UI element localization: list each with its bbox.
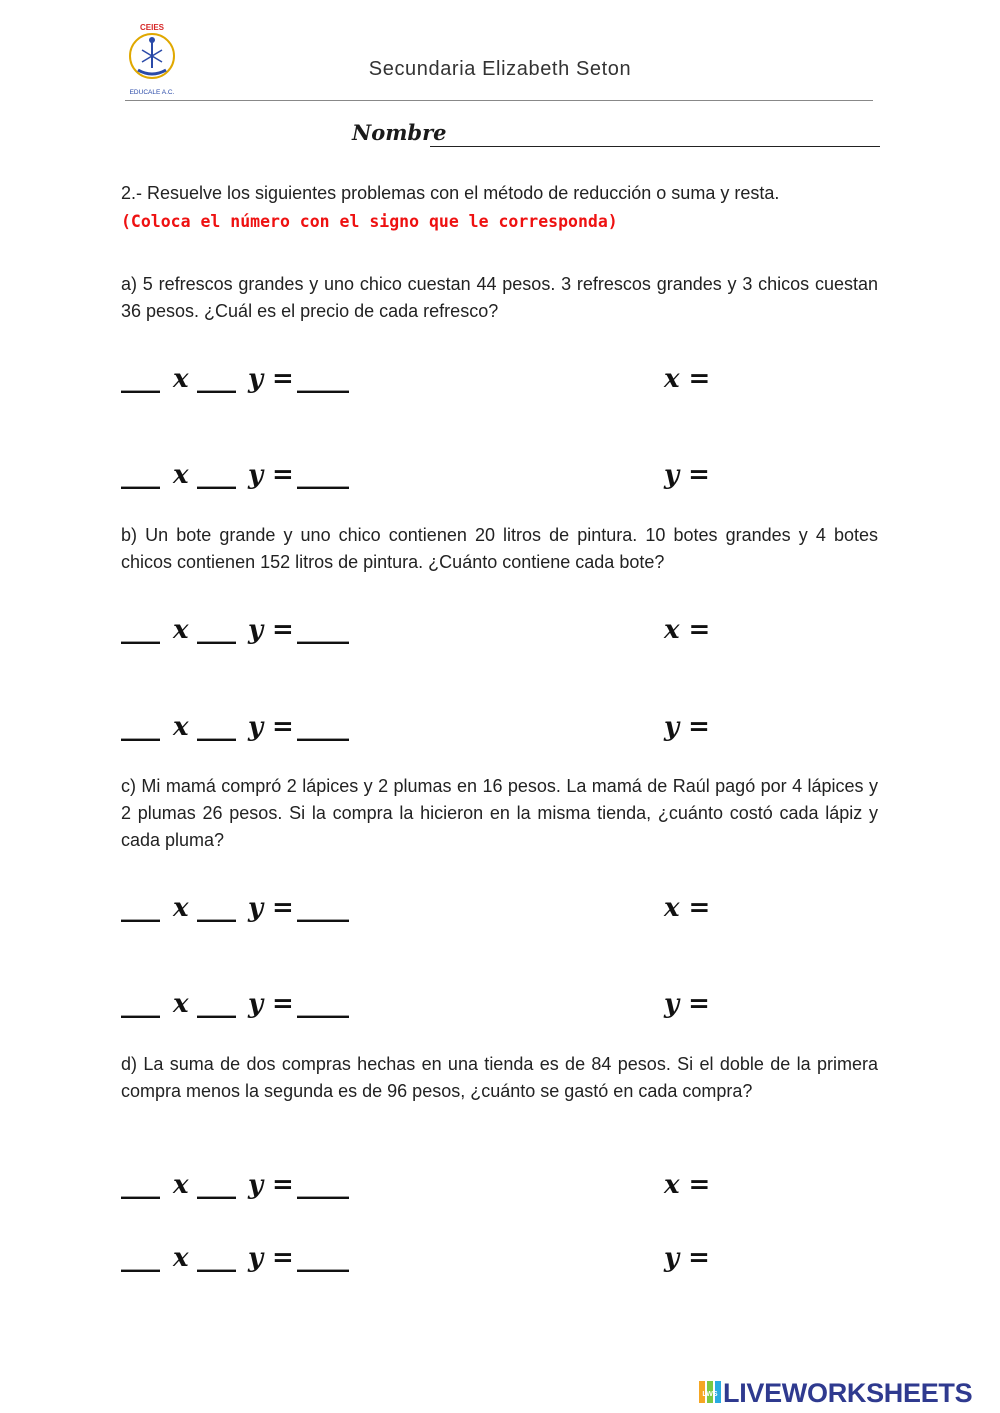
- coef-blank[interactable]: ___: [197, 364, 236, 394]
- coef-blank[interactable]: ___: [121, 989, 160, 1019]
- result-blank[interactable]: ____: [297, 460, 349, 490]
- result-blank[interactable]: ____: [297, 989, 349, 1019]
- answer-y[interactable]: y =: [664, 1243, 710, 1273]
- result-blank[interactable]: ____: [297, 615, 349, 645]
- coef-blank[interactable]: ___: [197, 1170, 236, 1200]
- liveworksheets-logo-icon: [699, 1381, 721, 1403]
- equation-row[interactable]: [121, 893, 721, 929]
- instructions: 2.- Resuelve los siguientes problemas con el método de reducción o suma y resta.: [121, 183, 780, 203]
- var-x: x: [173, 1170, 189, 1200]
- answer-x[interactable]: x =: [664, 615, 711, 645]
- var-y: y: [248, 615, 264, 645]
- result-blank[interactable]: ____: [297, 893, 349, 923]
- equals-sign: =: [272, 893, 294, 923]
- coef-blank[interactable]: ___: [121, 460, 160, 490]
- equation-row[interactable]: [121, 1170, 721, 1206]
- equals-sign: =: [272, 615, 294, 645]
- result-blank[interactable]: ____: [297, 1243, 349, 1273]
- result-blank[interactable]: ____: [297, 364, 349, 394]
- var-x: x: [173, 1243, 189, 1273]
- logo-text-bottom: EDUCALE A.C.: [129, 89, 175, 96]
- var-y: y: [248, 1243, 264, 1273]
- answer-y[interactable]: y =: [664, 989, 710, 1019]
- coef-blank[interactable]: ___: [121, 364, 160, 394]
- var-y: y: [248, 712, 264, 742]
- equation-row[interactable]: [121, 1243, 721, 1279]
- header-divider: [125, 100, 873, 101]
- equation-row[interactable]: [121, 460, 721, 496]
- brand-text: LIVEWORKSHEETS: [723, 1378, 973, 1408]
- answer-y[interactable]: y =: [664, 712, 710, 742]
- coef-blank[interactable]: ___: [197, 712, 236, 742]
- problem-d: d) La suma de dos compras hechas en una tienda es de 84 pesos. Si el doble de la primera compra menos la segunda es de 96 pesos, ¿cuánto se gastó en cada compra?: [121, 1054, 878, 1101]
- logo-text-top: CEIES: [139, 23, 165, 32]
- coef-blank[interactable]: ___: [121, 1170, 160, 1200]
- var-x: x: [173, 893, 189, 923]
- equals-sign: =: [272, 1243, 294, 1273]
- var-y: y: [248, 893, 264, 923]
- answer-x[interactable]: x =: [664, 1170, 711, 1200]
- coef-blank[interactable]: ___: [121, 615, 160, 645]
- var-x: x: [173, 460, 189, 490]
- equals-sign: =: [272, 989, 294, 1019]
- liveworksheets-brand: [699, 1378, 995, 1410]
- equals-sign: =: [272, 1170, 294, 1200]
- equation-row[interactable]: [121, 364, 721, 400]
- coef-blank[interactable]: ___: [121, 893, 160, 923]
- brand-mark-text: LWS: [702, 1391, 718, 1398]
- coef-blank[interactable]: ___: [197, 893, 236, 923]
- instruction-note: (Coloca el número con el signo que le corresponda): [121, 212, 618, 231]
- result-blank[interactable]: ____: [297, 1170, 349, 1200]
- var-y: y: [248, 460, 264, 490]
- school-name: Secundaria Elizabeth Seton: [368, 58, 632, 80]
- coef-blank[interactable]: ___: [197, 460, 236, 490]
- equation-row[interactable]: [121, 712, 721, 748]
- var-x: x: [173, 364, 189, 394]
- coef-blank[interactable]: ___: [197, 1243, 236, 1273]
- problem-c: c) Mi mamá compró 2 lápices y 2 plumas en 16 pesos. La mamá de Raúl pagó por 4 lápices y 2 plumas 26 pesos. Si la compra la hicieron en la misma tienda, ¿cuánto costó cada lápiz y cada pluma?: [121, 776, 878, 850]
- var-y: y: [248, 989, 264, 1019]
- answer-x[interactable]: x =: [664, 893, 711, 923]
- coef-blank[interactable]: ___: [197, 615, 236, 645]
- var-y: y: [248, 1170, 264, 1200]
- coef-blank[interactable]: ___: [197, 989, 236, 1019]
- equation-row[interactable]: [121, 989, 721, 1025]
- problem-a: a) 5 refrescos grandes y uno chico cuestan 44 pesos. 3 refrescos grandes y 3 chicos cuestan 36 pesos. ¿Cuál es el precio de cada refresco?: [121, 274, 878, 321]
- name-line[interactable]: [430, 146, 880, 147]
- equals-sign: =: [272, 712, 294, 742]
- coef-blank[interactable]: ___: [121, 712, 160, 742]
- var-x: x: [173, 712, 189, 742]
- equals-sign: =: [272, 460, 294, 490]
- var-x: x: [173, 989, 189, 1019]
- equation-row[interactable]: [121, 615, 721, 651]
- var-x: x: [173, 615, 189, 645]
- answer-y[interactable]: y =: [664, 460, 710, 490]
- var-y: y: [248, 364, 264, 394]
- result-blank[interactable]: ____: [297, 712, 349, 742]
- coef-blank[interactable]: ___: [121, 1243, 160, 1273]
- name-label: Nombre: [352, 120, 447, 145]
- answer-x[interactable]: x =: [664, 364, 711, 394]
- problem-b: b) Un bote grande y uno chico contienen 20 litros de pintura. 10 botes grandes y 4 botes chicos contienen 152 litros de pintura. ¿Cuánto contiene cada bote?: [121, 525, 878, 572]
- equals-sign: =: [272, 364, 294, 394]
- name-field[interactable]: [352, 120, 880, 154]
